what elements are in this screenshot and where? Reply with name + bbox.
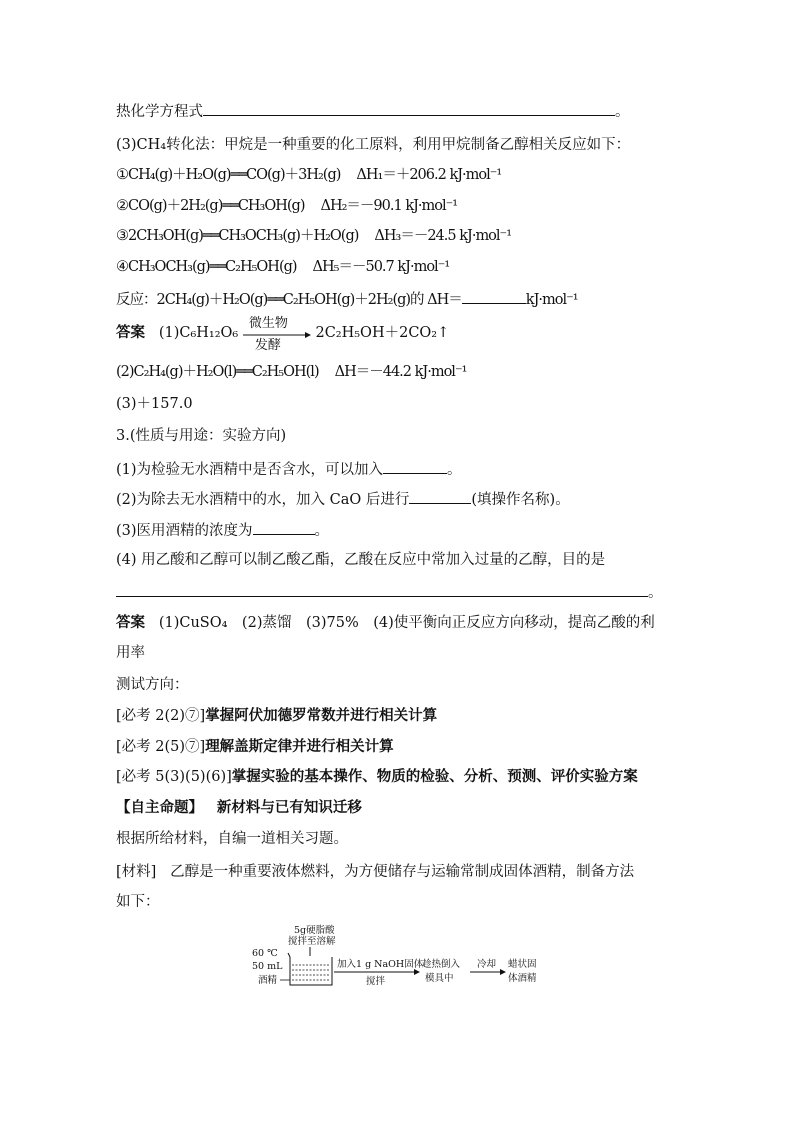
enthalpy-value: ΔH₂＝－90.1 kJ·mol⁻¹ <box>320 198 458 214</box>
question3-item4: (4) 用乙酸和乙醇可以制乙酸乙酯，乙酸在反应中常加入过量的乙醇，目的是 <box>116 552 606 568</box>
material-text: 乙醇是一种重要液体燃料，为方便储存与运输常制成固体酒精，制备方法 <box>170 864 635 880</box>
answer-blank[interactable] <box>462 288 526 304</box>
unit-text: kJ·mol⁻¹ <box>525 292 578 308</box>
reaction-equation: ③2CH₃OH(g)══CH₃OCH₃(g)＋H₂O(g) <box>116 228 359 244</box>
answer-blank[interactable] <box>116 581 648 597</box>
left-label-2: 50 mL <box>252 961 283 972</box>
question3-item4-blank-line <box>116 581 663 603</box>
answer-label: 答案 <box>116 324 145 341</box>
reaction-4 <box>116 257 449 277</box>
top-label-1: 5g硬脂酸 <box>294 925 335 936</box>
box2-line1: 趁热倒入 <box>422 959 461 970</box>
question3-item3 <box>116 519 329 541</box>
question3-title: 3.(性质与用途：实验方向) <box>116 428 287 444</box>
exam-reference: [必考 2(2)⑦] <box>116 708 206 724</box>
punctuation: 。 <box>447 462 462 478</box>
left-label-1: 60 ℃ <box>252 948 278 959</box>
exam-reference: [必考 5(3)(5)(6)] <box>116 769 232 785</box>
reaction-equation: (2)C₂H₄(g)＋H₂O(l)══C₂H₅OH(l) <box>116 364 319 380</box>
step2-top-label: 冷却 <box>477 959 497 970</box>
punctuation: 。 <box>648 585 663 601</box>
question3-item1 <box>116 458 462 480</box>
test-direction-item <box>116 706 437 726</box>
self-question-header <box>116 798 362 818</box>
answer2-line1 <box>116 613 655 633</box>
answer1-line1 <box>116 316 450 353</box>
arrow-head <box>500 969 506 975</box>
product-text: 2C₂H₅OH＋2CO₂↑ <box>315 325 450 341</box>
box2-line2: 模具中 <box>425 973 454 984</box>
enthalpy-value: ΔH₃＝－24.5 kJ·mol⁻¹ <box>374 228 512 244</box>
reaction-2 <box>116 196 457 216</box>
beaker-icon <box>288 953 332 985</box>
test-direction-title: 测试方向： <box>116 677 189 693</box>
answer-blank[interactable] <box>409 488 471 504</box>
answer-blank[interactable] <box>203 100 615 116</box>
enthalpy-value: ΔH＝－44.2 kJ·mol⁻¹ <box>334 364 467 380</box>
condition-bottom: 发酵 <box>254 338 281 353</box>
enthalpy-value: ΔH₁＝＋206.2 kJ·mol⁻¹ <box>356 167 502 183</box>
top-label-2: 搅拌至溶解 <box>288 936 336 947</box>
answer-blank[interactable] <box>383 458 447 474</box>
reaction-equation: ②CO(g)＋2H₂(g)══CH₃OH(g) <box>116 198 305 214</box>
part3-intro: (3)CH₄转化法：甲烷是一种重要的化工原料，利用甲烷制备乙醇相关反应如下： <box>116 137 631 153</box>
target-reaction-text: 反应：2CH₄(g)＋H₂O(g)══C₂H₅OH(g)＋2H₂(g)的 ΔH＝ <box>116 292 462 308</box>
punctuation: 。 <box>615 104 630 120</box>
section-subtitle: 新材料与已有知识迁移 <box>216 799 362 816</box>
material-line1 <box>116 862 634 882</box>
reaction-arrow <box>243 316 311 353</box>
step1-bottom-label: 搅拌 <box>366 976 386 987</box>
box3-line1: 蜡状固 <box>508 959 537 970</box>
answer1-line2 <box>116 362 466 382</box>
answer-blank[interactable] <box>253 519 315 535</box>
enthalpy-value: ΔH₅＝－50.7 kJ·mol⁻¹ <box>312 259 450 275</box>
reaction-equation: ④CH₃OCH₃(g)══C₂H₅OH(g) <box>116 259 297 275</box>
answer-label: 答案 <box>116 614 145 631</box>
section-title: 【自主命题】 <box>116 799 203 816</box>
reaction-3 <box>116 226 511 246</box>
objective-text: 掌握实验的基本操作、物质的检验、分析、预测、评价实验方案 <box>231 768 638 785</box>
self-question-instruction: 根据所给材料，自编一道相关习题。 <box>116 831 348 847</box>
question3-item2 <box>116 488 570 510</box>
material-line2: 如下： <box>116 894 160 910</box>
condition-top: 微生物 <box>248 316 288 331</box>
question-text: (2)为除去无水酒精中的水，加入 CaO 后进行 <box>116 492 410 508</box>
answer1-line3: (3)＋157.0 <box>116 396 193 412</box>
preparation-flow-diagram <box>250 923 550 991</box>
answer-text: (1)CuSO₄ (2)蒸馏 (3)75% (4)使平衡向正反应方向移动，提高乙酸的利 <box>158 615 655 631</box>
answer2-line2: 用率 <box>116 645 145 661</box>
material-label: [材料] <box>116 864 157 880</box>
question-text: (3)医用酒精的浓度为 <box>116 523 253 539</box>
step1-top-label: 加入1 g NaOH固体 <box>337 959 424 970</box>
test-direction-item <box>116 737 394 757</box>
objective-text: 掌握阿伏加德罗常数并进行相关计算 <box>205 707 438 724</box>
thermochemical-equation-line <box>116 100 630 122</box>
box3-line2: 体酒精 <box>508 973 537 984</box>
exam-reference: [必考 2(5)⑦] <box>116 739 206 755</box>
reaction-1 <box>116 165 501 185</box>
punctuation: 。 <box>314 523 330 539</box>
left-label-3: 酒精 <box>258 975 278 986</box>
reactant-text: (1)C₆H₁₂O₆ <box>158 325 239 341</box>
label-text: 热化学方程式 <box>116 104 203 120</box>
question-text: (1)为检验无水酒精中是否含水，可以加入 <box>116 462 384 478</box>
test-direction-item <box>116 767 638 787</box>
question-text: (填操作名称)。 <box>471 492 570 508</box>
objective-text: 理解盖斯定律并进行相关计算 <box>205 738 394 755</box>
reaction-equation: ①CH₄(g)＋H₂O(g)══CO(g)＋3H₂(g) <box>116 167 341 183</box>
target-reaction <box>116 288 578 310</box>
